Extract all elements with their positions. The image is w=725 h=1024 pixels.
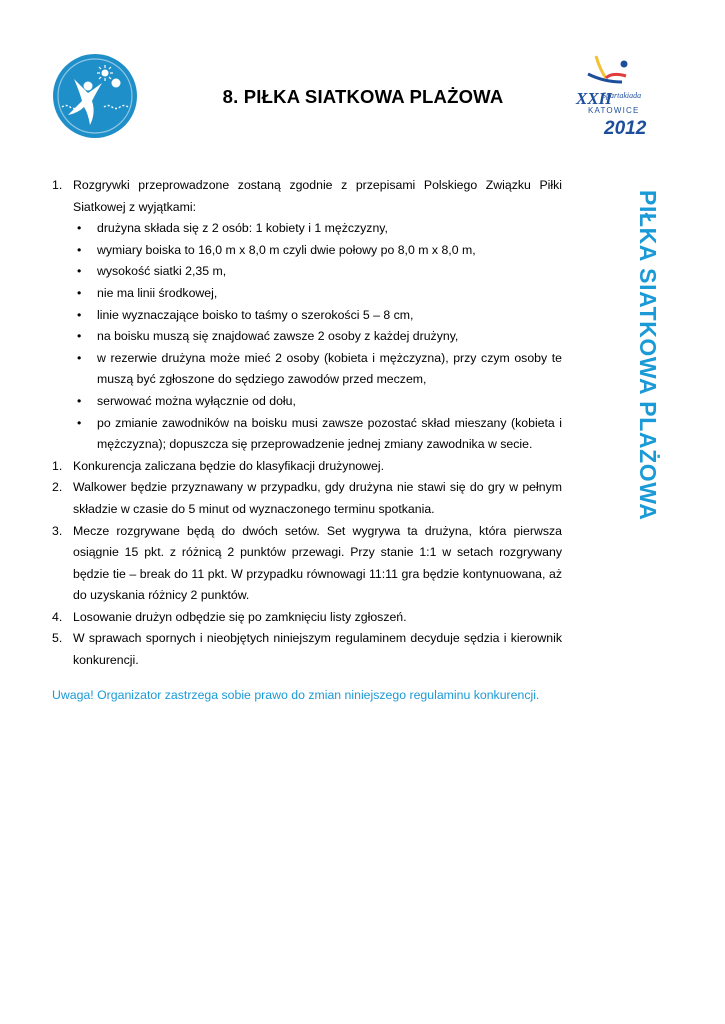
exception-item [73,305,562,327]
exception-text: linie wyznaczające boisko to taśmy o szerokości 5 – 8 cm, [97,307,414,322]
rule-text: W sprawach spornych i nieobjętych niniejszym regulaminem decyduje sędzia i kierownik konkurencji. [73,631,562,668]
exception-text: drużyna składa się z 2 osób: 1 kobiety i 1 mężczyzny, [97,221,388,236]
bullet-icon: • [77,415,82,430]
bullet-icon: • [77,329,82,344]
exception-text: po zmianie zawodników na boisku musi zawsze pozostać skład mieszany (kobieta i mężczyzna); dopuszcza się przeprowadzenie jednej zmiany zawodnika w secie. [97,415,562,452]
rule-text: Mecze rozgrywane będą do dwóch setów. Set wygrywa ta drużyna, która pierwsza osiągnie 15 pkt. z różnicą 2 punktów przewagi. Przy stanie 1:1 w setach rozgrywany będzie tie – break do 11 pkt. W przypadku równowagi 11:11 gra będzie kontynuowana, aż do uzyskania różnicy 2 punktów. [73,523,562,603]
exception-item [73,261,562,283]
bullet-icon: • [77,264,82,279]
rule-text: Walkower będzie przyznawany w przypadku, gdy drużyna nie stawi się do gry w pełnym składzie w czasie do 5 minut od wyznaczonego terminu spotkania. [73,480,562,516]
exception-item [73,240,562,262]
bullet-icon: • [77,285,82,300]
rule-item [52,521,562,607]
exception-text: wymiary boiska to 16,0 m x 8,0 m czyli dwie połowy po 8,0 m x 8,0 m, [97,242,476,257]
bullet-icon: • [77,242,82,257]
rule-number: 1. [52,458,63,473]
exceptions-list [73,218,562,456]
rule-number: 1. [52,178,63,192]
rule-number: 4. [52,609,63,624]
rules-section [52,175,562,672]
svg-text:Spartakiada: Spartakiada [602,91,642,100]
rule-number: 3. [52,523,63,538]
page-title: 8. PIŁKA SIATKOWA PLAŻOWA [222,86,504,107]
exception-item [73,283,562,305]
spartakiada-logo [566,52,662,144]
rule-text: Rozgrywki przeprowadzone zostaną zgodnie z przepisami Polskiego Związku Piłki Siatkowej z wyjątkami: [73,178,562,214]
bullet-icon: • [77,393,82,408]
exception-text: w rezerwie drużyna może mieć 2 osoby (kobieta i mężczyzna), przy czym osoby te muszą być zgłoszone do sędziego zawodów przed meczem, [97,350,562,387]
bullet-icon: • [77,350,82,365]
rule-item [52,456,562,478]
bullet-icon: • [77,307,82,322]
rule-item [52,607,562,629]
rules-list [52,175,562,672]
exception-item [73,326,562,348]
exception-text: serwować można wyłącznie od dołu, [97,393,296,408]
volleyball-sport-logo [52,53,138,139]
beach-volleyball-icon [52,53,138,139]
exception-item [73,391,562,413]
organizer-note: Uwaga! Organizator zastrzega sobie prawo do zmian niniejszego regulaminu konkurencji. [52,688,540,702]
rule-text: Losowanie drużyn odbędzie się po zamknięciu listy zgłoszeń. [73,609,407,624]
svg-text:KATOWICE: KATOWICE [588,106,640,115]
rule-number: 5. [52,631,63,646]
rule-text: Konkurencja zaliczana będzie do klasyfikacji drużynowej. [73,458,385,473]
exception-item [73,348,562,391]
bullet-icon: • [77,221,82,236]
exception-text: nie ma linii środkowej, [97,285,218,300]
exception-item [73,218,562,240]
rule-item [52,175,562,456]
rule-number: 2. [52,480,63,495]
exception-item [73,413,562,456]
rule-item [52,628,562,671]
exception-text: na boisku muszą się znajdować zawsze 2 osoby z każdej drużyny, [97,329,459,344]
svg-text:XXII: XXII [576,89,612,108]
rule-item [52,477,562,520]
side-title: PIŁKA SIATKOWA PLAŻOWA [635,190,661,521]
svg-text:2012: 2012 [604,118,647,139]
exception-text: wysokość siatki 2,35 m, [97,264,227,279]
